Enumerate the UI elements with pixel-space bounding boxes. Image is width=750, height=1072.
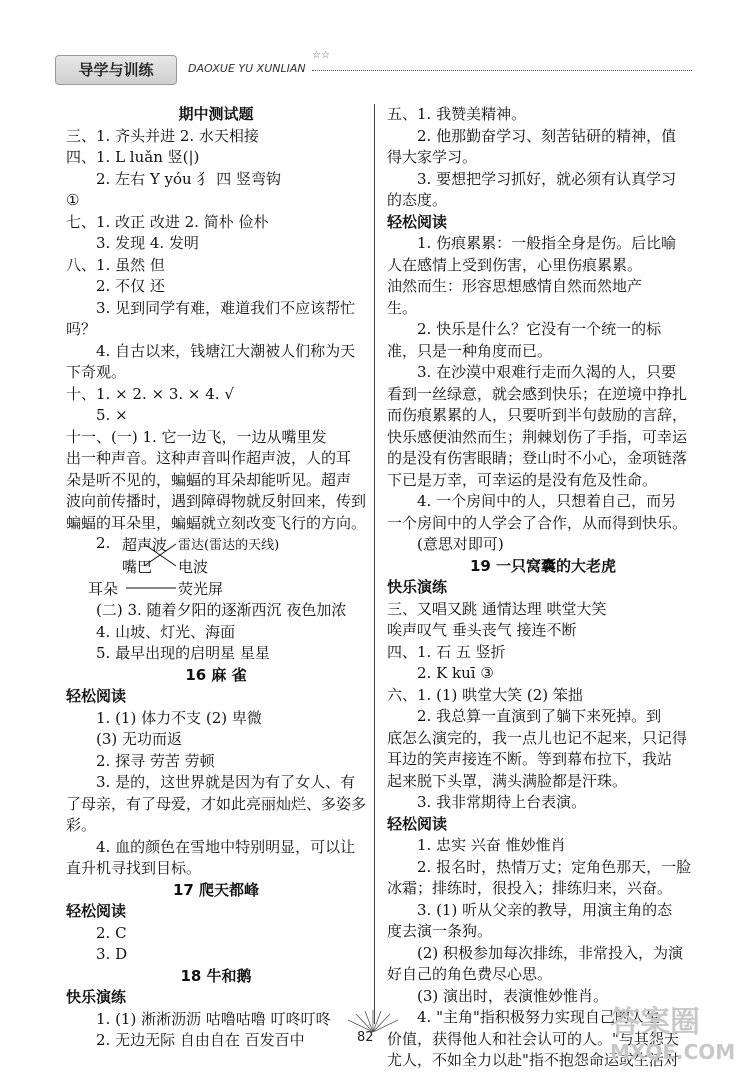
- text-line: 5. ×: [96, 406, 128, 424]
- text-line: 2. K kuī ③: [417, 664, 494, 682]
- text-line: 4. 血的颜色在雪地中特别明显，可以让: [96, 837, 356, 856]
- text-line: (二) 3. 随着夕阳的逐渐西沉 夜色加浓: [96, 601, 347, 619]
- text-line: 六、1. (1) 哄堂大笑 (2) 笨拙: [387, 685, 583, 704]
- page-number: 82: [357, 1030, 374, 1045]
- section-title-midterm: 期中测试题: [178, 105, 254, 123]
- text-line: 2. 左右 Y yóu 犭 四 竖弯钩: [96, 169, 281, 188]
- text-line: 得大家学习。: [387, 148, 478, 166]
- diagram-b3: 荧光屏: [178, 580, 224, 598]
- diagram-a1: 超声波: [122, 536, 168, 554]
- text-line: 2. 报名时，热情万丈；定角色那天，一脸: [417, 857, 692, 876]
- text-line: 2. 他那勤奋学习、刻苦钻研的精神，值: [417, 126, 677, 145]
- text-line: 直升机寻找到目标。: [66, 859, 202, 877]
- text-line: 波向前传播时，遇到障碍物就反射回来，传到: [66, 492, 367, 510]
- text-line: 看到一丝绿意，就会感到快乐；在逆境中挣扎: [387, 384, 688, 403]
- text-line: 唉声叹气 垂头丧气 接连不断: [387, 621, 577, 639]
- section-18-answers: [66, 1009, 366, 1052]
- section-title-17: 17 爬天都峰: [172, 880, 260, 899]
- text-line: 2. C: [96, 923, 127, 942]
- text-line: 4. "主角"指积极努力实现自己的人生: [417, 1008, 660, 1026]
- text-line: 八、1. 虽然 但: [66, 255, 165, 274]
- diagram-a2: 嘴巴: [122, 558, 153, 576]
- text-line: 3. 见到同学有难，难道我们不应该帮忙: [96, 298, 356, 317]
- text-line: 3. 要想把学习抓好，就必须有认真学习: [417, 169, 677, 188]
- text-line: 十一、(一) 1. 它一边飞，一边从嘴里发: [66, 427, 327, 446]
- text-line: 冰霜；排练时，很投入；排练归来，兴奋。: [387, 879, 673, 897]
- watermark-text: 答案圈: [610, 1005, 700, 1040]
- text-line: 3. 是的，这世界就是因为有了女人、有: [96, 773, 356, 791]
- text-line: 1. (1) 体力不支 (2) 卑微: [96, 708, 262, 727]
- subtitle-17: 轻松阅读: [66, 902, 127, 920]
- text-line: 4. 一个房间中的人，只想着自己，而另: [417, 492, 677, 510]
- header-dotted-rule: [312, 70, 692, 71]
- text-line: 尤人，不如全力以赴"指不抱怨命运或生活对: [387, 1051, 679, 1069]
- section-title-18: 18 牛和鹅: [180, 966, 252, 985]
- text-line: (意思对即可): [417, 535, 504, 553]
- text-line: 的是没有伤害眼睛；登山时不小心，金项链落: [387, 449, 688, 467]
- right-column: [387, 104, 699, 1072]
- section-title-16: 16 麻 雀: [185, 665, 247, 684]
- header-logo: 导学与训练: [55, 55, 177, 85]
- text-line: (3) 无功而返: [96, 730, 183, 748]
- header-english-title: DAOXUE YU XUNLIAN: [188, 62, 306, 75]
- text-line: 1. 伤痕累累：一般指全身是伤。后比喻: [417, 234, 677, 252]
- left-column: [66, 104, 366, 1052]
- diagram-a3: 耳朵: [88, 580, 119, 598]
- text-line: 出一种声音。这种声音叫作超声波，人的耳: [66, 449, 352, 467]
- text-line: 3. 我非常期待上台表演。: [417, 793, 587, 811]
- text-line: 十、1. × 2. × 3. × 4. √: [66, 384, 234, 403]
- subtitle-16: 轻松阅读: [66, 687, 127, 705]
- watermark: [610, 1005, 740, 1065]
- text-line: 下已是万幸，可幸运的是没有危及性命。: [387, 470, 658, 489]
- matching-diagram: [66, 534, 366, 600]
- text-line: 四、1. 石 五 竖折: [387, 642, 506, 661]
- text-line: 2. 探寻 劳苦 劳顿: [96, 751, 215, 770]
- text-line: 朵是听不见的，蝙蝠的耳朵却能听见。超声: [66, 470, 352, 489]
- text-line: 2. 不仅 还: [96, 277, 165, 295]
- text-line: 准，只是一种角度而已。: [387, 341, 553, 360]
- text-line: 四、1. L luǎn 竖(|): [66, 148, 200, 166]
- subtitle-19: 快乐演练: [387, 578, 448, 596]
- subtitle-reading-1: 轻松阅读: [387, 212, 448, 231]
- text-line: 七、1. 改正 改进 2. 简朴 俭朴: [66, 212, 269, 231]
- text-line: 一个房间中的人学会了合作，从而得到快乐。: [387, 513, 688, 532]
- text-line: 5. 最早出现的启明星 星星: [96, 644, 270, 662]
- text-line: 了母亲，有了母爱，才如此亮丽灿烂、多姿多: [66, 794, 367, 813]
- text-line: 生。: [387, 298, 418, 317]
- midterm-answers-part2: [66, 600, 366, 665]
- diagram-label: 2.: [96, 534, 111, 552]
- section-17-answers: [66, 923, 366, 966]
- text-line: 好自己的角色费尽心思。: [387, 965, 553, 983]
- text-line: 2. 无边无际 自由自在 百发百中: [96, 1031, 305, 1049]
- watermark-url: MXQE.COM: [610, 1040, 736, 1064]
- section-18-continued: [387, 104, 699, 212]
- text-line: (3) 演出时，表演惟妙惟肖。: [417, 986, 609, 1005]
- text-line: 三、又唱又跳 通情达理 哄堂大笑: [387, 599, 607, 618]
- section-16-answers: [66, 708, 366, 880]
- subtitle-reading-2: 轻松阅读: [387, 814, 448, 833]
- text-line: 1. 忠实 兴奋 惟妙惟肖: [417, 836, 566, 854]
- text-line: ①: [66, 191, 80, 209]
- text-line: 3. 发现 4. 发明: [96, 234, 199, 252]
- text-line: 下奇观。: [66, 363, 127, 381]
- text-line: 3. 在沙漠中艰难行走而久渴的人，只要: [417, 363, 677, 381]
- text-line: 三、1. 齐头并进 2. 水天相接: [66, 126, 259, 145]
- diagram-b2: 电波: [178, 558, 209, 576]
- reading-answers-1: [387, 233, 699, 556]
- midterm-answers: [66, 126, 366, 535]
- text-line: (2) 积极参加每次排练，非常投入，为演: [417, 943, 684, 962]
- subtitle-18: 快乐演练: [66, 988, 127, 1006]
- text-line: 3. D: [96, 945, 128, 963]
- text-line: 耳边的笑声接连不断。等到幕布拉下，我站: [387, 750, 673, 768]
- text-line: 1. (1) 淅淅沥沥 咕噜咕噜 叮咚叮咚: [96, 1009, 331, 1028]
- section-title-19: 19 一只窝囊的大老虎: [469, 556, 617, 575]
- text-line: 底怎么演完的，我一点儿也记不起来，只记得: [387, 728, 688, 747]
- text-line: 价值，获得他人和社会认可的人。"与其怨天: [387, 1029, 679, 1048]
- text-line: 度去演一条狗。: [387, 922, 493, 940]
- text-line: 4. 山坡、灯光、海面: [96, 622, 236, 641]
- text-line: 的态度。: [387, 191, 448, 209]
- text-line: 4. 自古以来，钱塘江大潮被人们称为天: [96, 341, 356, 360]
- text-line: 3. (1) 听从父亲的教导，用演主角的态: [417, 900, 673, 919]
- text-line: 而伤痕累累的人，只要听到半句鼓励的言辞，: [387, 406, 688, 424]
- column-divider: [374, 104, 375, 1024]
- diagram-b1: 雷达(雷达的天线): [178, 538, 280, 553]
- text-line: 吗？: [66, 320, 97, 338]
- text-line: 蝙蝠的耳朵里，蝙蝠就立刻改变飞行的方向。: [66, 513, 367, 532]
- text-line: 人在感情上受到伤害，心里伤痕累累。: [387, 255, 643, 274]
- text-line: 2. 我总算一直演到了躺下来死掉。到: [417, 707, 662, 725]
- text-line: 油然而生：形容思想感情自然而然地产: [387, 277, 643, 295]
- text-line: 五、1. 我赞美精神。: [387, 105, 527, 123]
- text-line: 2. 快乐是什么？它没有一个统一的标: [417, 320, 662, 338]
- header-stars: ☆☆: [312, 50, 330, 61]
- text-line: 快乐感便油然而生；荆棘划伤了手指，可幸运: [387, 427, 688, 446]
- section-19-answers: [387, 599, 699, 814]
- text-line: 彩。: [66, 816, 97, 834]
- text-line: 起来脱下头罩，满头满脸都是汗珠。: [387, 771, 628, 790]
